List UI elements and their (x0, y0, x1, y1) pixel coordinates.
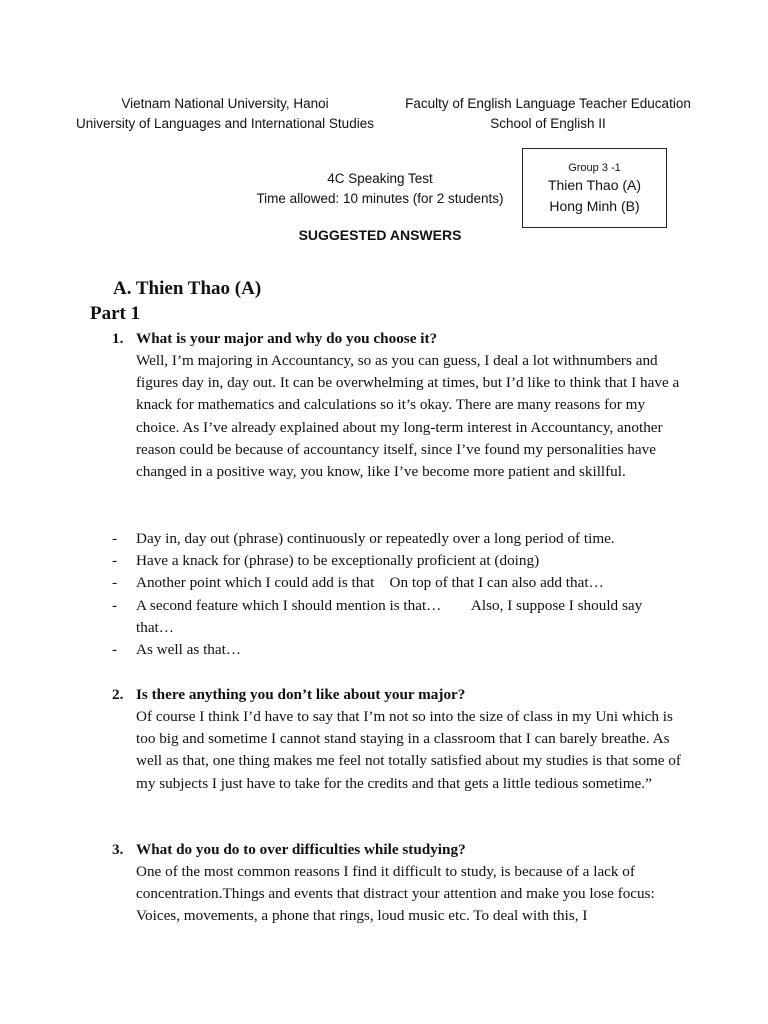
student-b: Hong Minh (B) (549, 198, 640, 214)
phrase-item: - Another point which I could add is that On top of that I can also add that… (112, 574, 604, 592)
question-block-3 (112, 839, 682, 928)
phrase-item: - As well as that… (112, 641, 242, 659)
question-number: 1. (112, 330, 124, 347)
phrase-item: - Day in, day out (phrase) continuously or repeatedly over a long period of time. (112, 530, 615, 547)
header-right (398, 94, 698, 133)
school-name: University of Languages and International Studies (76, 115, 374, 131)
section-heading: A. Thien Thao (A) (113, 278, 262, 299)
student-a: Thien Thao (A) (547, 177, 642, 193)
question-text: What is your major and why do you choose it? (136, 330, 438, 347)
answer-1: Well, I’m majoring in Accountancy, so as you can guess, I deal a lot withnumbers and figures day in, day out. It can be overwhelming at times, but I’d like to think that I have a knack for mathematics and calculations so it’s okay. There are many reasons for my choice. As I’ve already explained about my long-term interest in Accountancy, another reason could be because of accountancy itself, since I’ve found my personalities have changed in a positive way, you know, like I’ve become more patient and skillful. (136, 352, 680, 481)
time-allowed: Time allowed: 10 minutes (for 2 students) (256, 191, 504, 206)
test-title: 4C Speaking Test (327, 171, 433, 186)
header-left (50, 94, 400, 133)
department-name: School of English II (490, 115, 606, 131)
question-block-2 (112, 684, 682, 795)
part-heading: Part 1 (90, 303, 141, 324)
suggested-answers-heading: SUGGESTED ANSWERS (298, 227, 462, 243)
question-block-1 (112, 328, 682, 483)
phrase-item: - Have a knack for (phrase) to be exceptionally proficient at (doing) (112, 552, 540, 570)
question-2 (112, 684, 682, 706)
question-number: 3. (112, 841, 124, 858)
test-info (230, 169, 530, 209)
question-number: 2. (112, 686, 124, 703)
question-text: Is there anything you don’t like about your major? (136, 686, 466, 703)
group-box (522, 148, 667, 228)
faculty-name: Faculty of English Language Teacher Education (405, 96, 691, 111)
phrase-item: - A second feature which I should mention is that… Also, I suppose I should say that… (112, 596, 646, 636)
question-text: What do you do to over difficulties while studying? (136, 841, 466, 858)
university-name: Vietnam National University, Hanoi (121, 96, 329, 111)
phrase-list (112, 528, 672, 661)
group-label: Group 3 -1 (568, 162, 621, 174)
answer-2: Of course I think I’d have to say that I’m not so into the size of class in my Uni which is too big and sometime I cannot stand staying in a classroom that I can barely breathe. As well as that, one thing makes me feel not totally satisfied about my studies is that some of my subjects I just have to take for the credits and that gets a little tedious sometime.” (136, 708, 681, 792)
answer-3: One of the most common reasons I find it difficult to study, is because of a lack of concentration.Things and events that distract your attention and make you lose focus: Voices, movements, a phone that rings, loud music etc. To deal with this, I (136, 863, 655, 925)
question-3 (112, 839, 682, 861)
question-1 (112, 328, 682, 350)
